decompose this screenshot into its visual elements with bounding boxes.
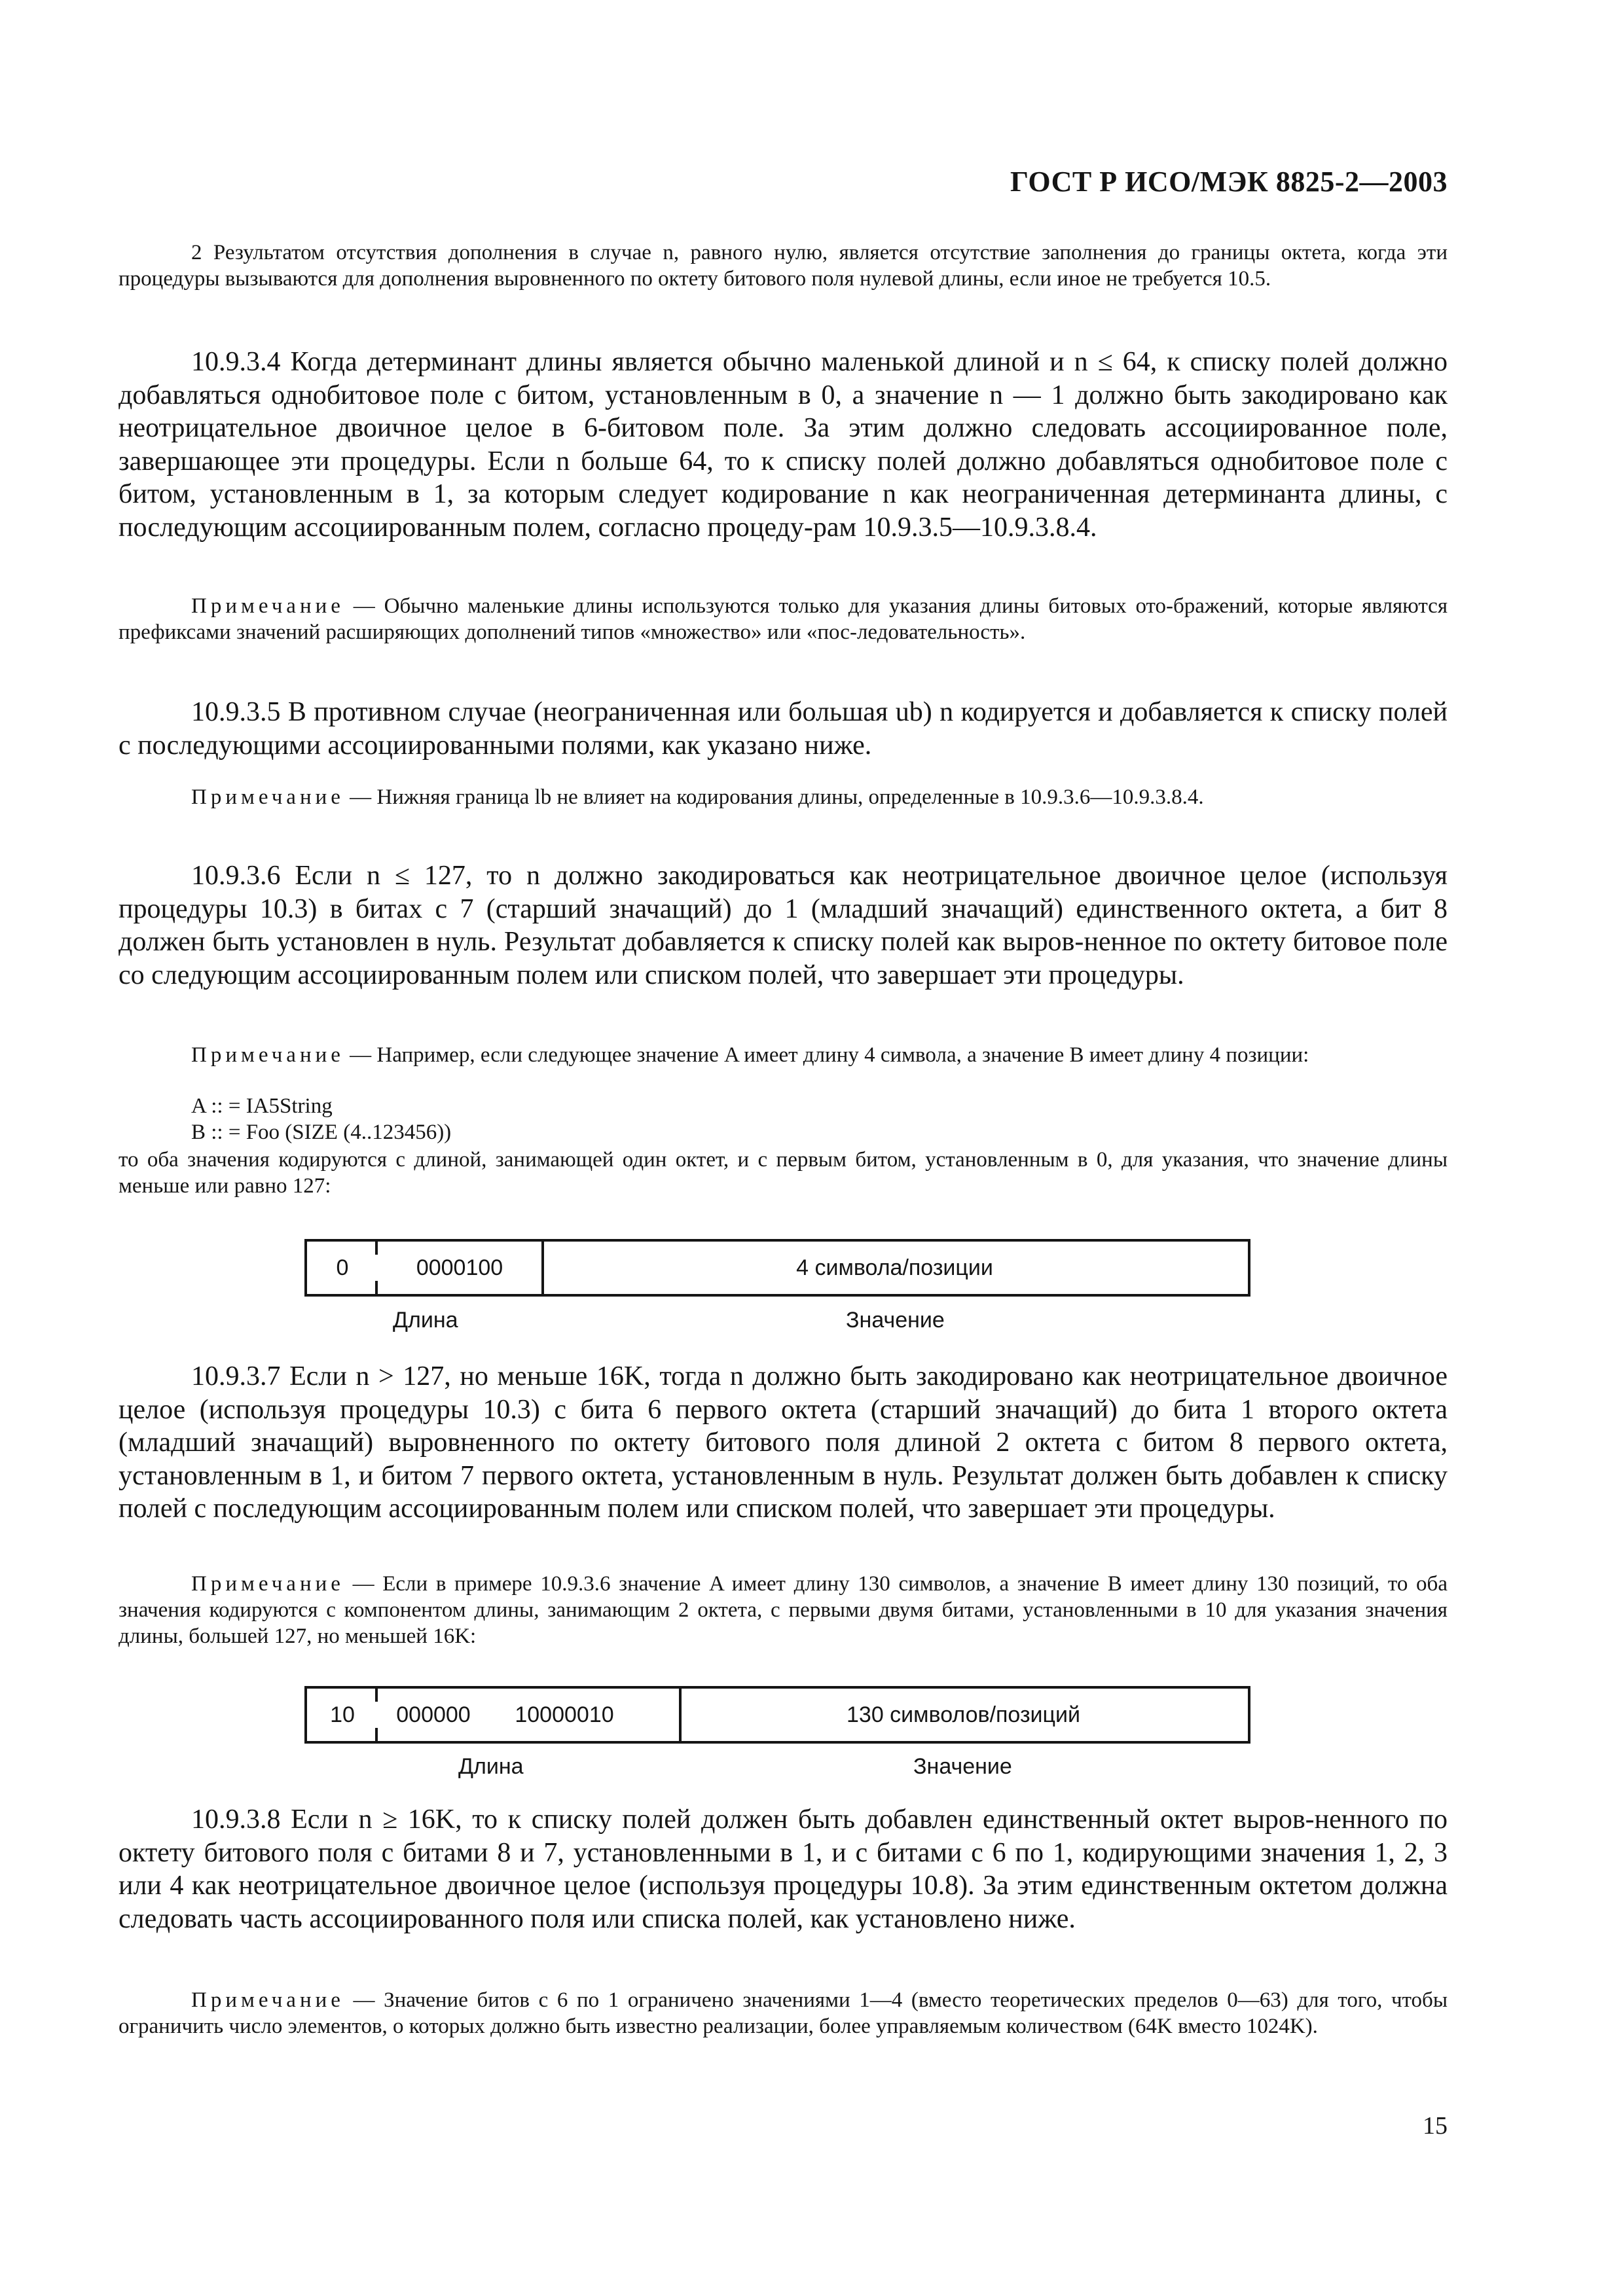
octet-tick-bottom xyxy=(375,1728,378,1744)
diagram-1-value-label: Значение xyxy=(846,1308,945,1333)
diagram-2-value: 130 символов/позиций xyxy=(847,1702,1080,1727)
note-4 xyxy=(119,1571,1448,1649)
diagram-1-length-label: Длина xyxy=(393,1308,458,1333)
note-text: — Например, если следующее значение A имеет длину 4 символа, а значение B имеет длину 4 позиции: xyxy=(350,1043,1309,1067)
note-top-text: 2 Результатом отсутствия дополнения в случае n, равного нулю, является отсутствие заполнения до границы октета, когда эти процедуры вызываются для дополнения выровненного по октету битового поля нулевой длины, если иное не требуется 10.5. xyxy=(119,241,1448,291)
paragraph-text: 10.9.3.7 Если n > 127, но меньше 16K, тогда n должно быть закодировано как неотрицательное двоичное целое (используя процедуры 10.3) с бита 6 первого октета (старший значащий) до бита 1 второго октета (младший значащий) выровненного по октету битового поля длиной 2 октета с битом 8 первого октета, установленным в 1, и битом 7 первого октета, установленным в нуль. Результат должен быть добавлен к списку полей с последующим ассоциированным полем или списком полей, что завершает эти процедуры. xyxy=(119,1361,1448,1524)
paragraph-10-9-3-6 xyxy=(119,859,1448,992)
paragraph-text: 10.9.3.6 Если n ≤ 127, то n должно закодироваться как неотрицательное двоичное целое (используя процедуры 10.3) в битах с 7 (старший значащий) до 1 (младший значащий) единственного октета, а бит 8 должен быть установлен в нуль. Результат добавляется к списку полей как выров-ненное по октету битовое поле со следующим ассоциированным полем или списком полей, что завершает эти процедуры. xyxy=(119,861,1448,990)
note-label: Примечание xyxy=(191,1043,344,1067)
note-label: Примечание xyxy=(191,1572,344,1596)
paragraph-10-9-3-8 xyxy=(119,1803,1448,1935)
note-3 xyxy=(119,1042,1448,1068)
paragraph-10-9-3-7 xyxy=(119,1360,1448,1526)
code-line-b: B :: = Foo (SIZE (4..123456)) xyxy=(191,1121,452,1144)
diagram-1-bit: 0 xyxy=(336,1255,349,1280)
note-label: Примечание xyxy=(191,594,344,618)
document-header: ГОСТ Р ИСО/МЭК 8825-2—2003 xyxy=(1010,166,1448,198)
note-2 xyxy=(119,784,1448,810)
diagram-2-value-label: Значение xyxy=(913,1754,1012,1779)
paragraph-10-9-3-5 xyxy=(119,696,1448,762)
octet-tick-bottom xyxy=(375,1281,378,1297)
note-1 xyxy=(119,593,1448,645)
diagram-2-length-label: Длина xyxy=(458,1754,524,1779)
octet-tick-top xyxy=(375,1686,378,1702)
octet-tick-top xyxy=(375,1239,378,1255)
note-3-continuation: то оба значения кодируются с длиной, занимающей один октет, и с первым битом, установленным в 0, для указания, что значение длины меньше или равно 127: xyxy=(119,1148,1448,1198)
note-5 xyxy=(119,1987,1448,2039)
encoding-diagram-2 xyxy=(304,1686,1250,1744)
note-text: — Нижняя граница lb не влияет на кодирования длины, определенные в 10.9.3.6—10.9.3.8.4. xyxy=(350,785,1204,809)
diagram-2-bits: 10 xyxy=(330,1702,355,1727)
note-text: — Если в примере 10.9.3.6 значение A имеет длину 130 символов, а значение B имеет длину 130 позиций, то оба значения кодируются с компонентом длины, занимающим 2 октета, с первыми двумя битами, установленными в 10 для указания значения длины, большей 127, но меньшей 16K: xyxy=(119,1572,1448,1648)
page-number: 15 xyxy=(1423,2112,1448,2140)
paragraph-10-9-3-4 xyxy=(119,346,1448,544)
paragraph-text: 10.9.3.8 Если n ≥ 16K, то к списку полей должен быть добавлен единственный октет выров-ненного по октету битового поля с битами 8 и 7, установленными в 1, и с битами с 6 по 1, кодирующими значения 1, 2, 3 или 4 как неотрицательное двоичное целое (используя процедуры 10.8). За этим единственным октетом должна следовать часть ассоциированного поля или списка полей, как установлено ниже. xyxy=(119,1804,1448,1934)
note-top xyxy=(119,240,1448,292)
diagram-2-bits-b: 10000010 xyxy=(515,1702,614,1727)
encoding-diagram-1 xyxy=(304,1239,1250,1297)
note-text: — Значение битов с 6 по 1 ограничено значениями 1—4 (вместо теоретических пределов 0—63) для того, чтобы ограничить число элементов, о которых должно быть известно реализации, более управляемым количеством (64K вместо 1024K). xyxy=(119,1988,1448,2038)
diagram-1-value: 4 символа/позиции xyxy=(796,1255,993,1280)
paragraph-text: 10.9.3.5 В противном случае (неограниченная или большая ub) n кодируется и добавляется к списку полей с последующими ассоциированными полями, как указано ниже. xyxy=(119,697,1448,761)
note-label: Примечание xyxy=(191,785,344,809)
diagram-1-length-bits: 0000100 xyxy=(416,1255,503,1280)
diagram-2-bits-a: 000000 xyxy=(396,1702,471,1727)
note-text: — Обычно маленькие длины используются только для указания длины битовых ото-бражений, которые являются префиксами значений расширяющих дополнений типов «множество» или «пос-ледовательность». xyxy=(119,594,1448,644)
code-line-a: A :: = IA5String xyxy=(191,1094,333,1118)
note-label: Примечание xyxy=(191,1988,344,2012)
paragraph-text: 10.9.3.4 Когда детерминант длины является обычно маленькой длиной и n ≤ 64, к списку полей должно добавляться однобитовое поле с битом, установленным в 0, а значение n — 1 должно быть закодировано как неотрицательное двоичное целое в 6-битовом поле. За этим должно следовать ассоциированное поле, завершающее эти процедуры. Если n больше 64, то к списку полей должно добавляться однобитовое поле с битом, установленным в 1, за которым следует кодирование n как неограниченная детерминанта длины, с последующим ассоциированным полем, согласно процеду-рам 10.9.3.5—10.9.3.8.4. xyxy=(119,347,1448,543)
